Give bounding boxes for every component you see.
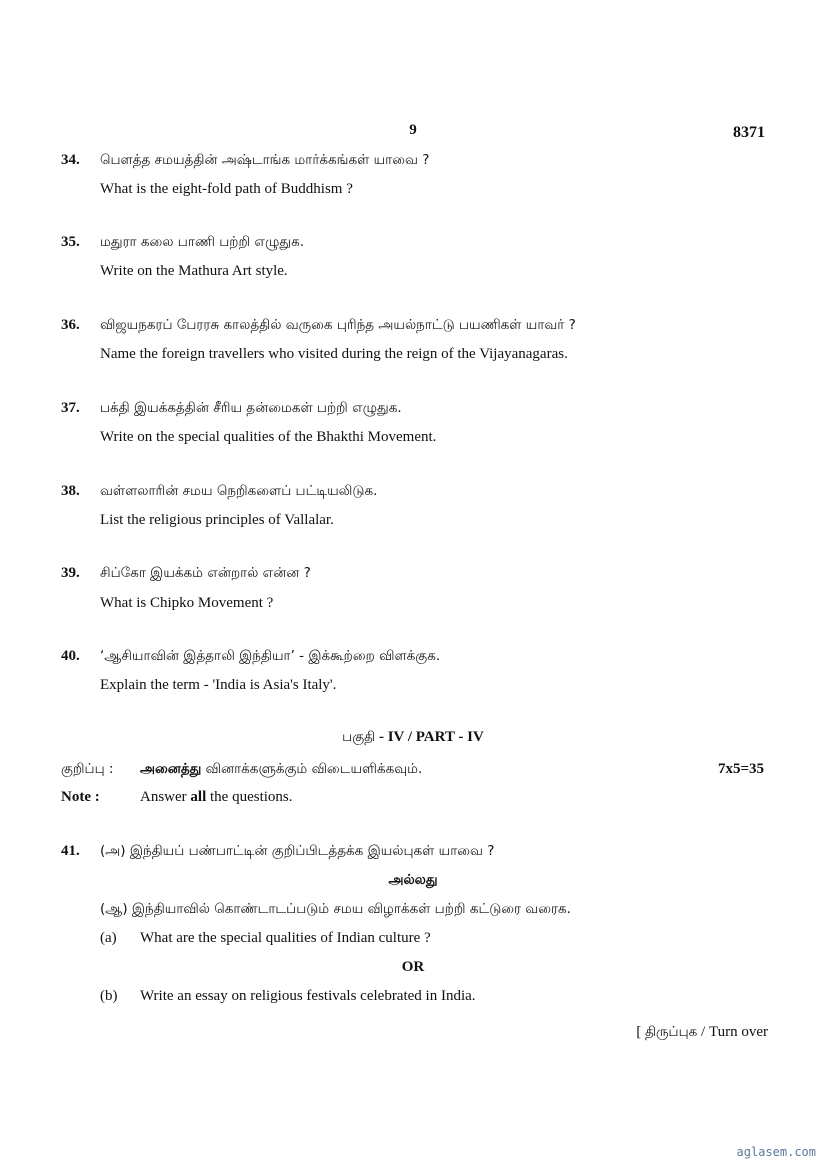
question-english: Write on the special qualities of the Bhakthi Movement. [100,429,437,445]
q41-a-label: (a) [100,930,117,946]
watermark: aglasem.com [736,1145,816,1159]
question-english: Name the foreign travellers who visited during the reign of the Vijayanagaras. [100,346,568,362]
question-number: 35. [61,234,80,250]
question-number: 36. [61,317,80,333]
question-tamil: பக்தி இயக்கத்தின் சீரிய தன்மைகள் பற்றி எழுதுக. [100,400,402,416]
note-tamil-bold: அனைத்து [140,761,202,777]
q41-a-tamil: (அ) இந்தியப் பண்பாட்டின் குறிப்பிடத்தக்க இயல்புகள் யாவை ? [100,843,495,859]
paper-code: 8371 [733,124,765,141]
part-heading-dash: - [378,729,384,745]
question-tamil: சிப்கோ இயக்கம் என்றால் என்ன ? [100,565,311,581]
question-number: 39. [61,565,80,581]
q41-a-english: What are the special qualities of Indian culture ? [140,930,431,946]
question-tamil: விஜயநகரப் பேரரசு காலத்தில் வருகை புரிந்த அயல்நாட்டு பயணிகள் யாவர் ? [100,317,576,333]
q41-b-label: (b) [100,988,118,1004]
turn-over-sep: / [701,1024,706,1040]
page-number: 9 [409,122,417,138]
turn-over-english: Turn over [708,1024,768,1040]
part-heading [0,729,826,747]
part-heading-english: IV / PART - IV [387,729,484,745]
question-english: List the religious principles of Vallalar. [100,512,334,528]
turn-over-tamil: திருப்புக [644,1024,698,1040]
turn-over [636,1024,768,1042]
question-english: Write on the Mathura Art style. [100,263,288,279]
note-english-post: the questions. [210,789,293,805]
note-english-text [140,789,293,806]
q41-b-english: Write an essay on religious festivals celebrated in India. [140,988,476,1004]
note-tamil-text [140,761,422,779]
question-tamil: வள்ளலாரின் சமய நெறிகளைப் பட்டியலிடுக. [100,483,378,499]
question-tamil: ‘ஆசியாவின் இத்தாலி இந்தியா’ - இக்கூற்றை விளக்குக. [100,648,441,664]
question-number: 40. [61,648,80,664]
q41-or-english: OR [401,959,425,975]
q41-b-tamil: (ஆ) இந்தியாவில் கொண்டாடப்படும் சமய விழாக்கள் பற்றி கட்டுரை வரைக. [100,901,571,917]
q41-or-tamil: அல்லது [388,872,438,888]
note-english-label: Note : [61,789,100,805]
question-english: What is the eight-fold path of Buddhism ? [100,181,353,197]
note-english-bold: all [190,789,207,805]
question-english: What is Chipko Movement ? [100,595,274,611]
part-heading-tamil: பகுதி [342,729,376,745]
question-tamil: பௌத்த சமயத்தின் அஷ்டாங்க மார்க்கங்கள் யாவை ? [100,152,430,168]
question-number: 38. [61,483,80,499]
question-number: 34. [61,152,80,168]
note-english-pre: Answer [140,789,187,805]
note-tamil-label: குறிப்பு : [61,761,114,777]
question-english: Explain the term - 'India is Asia's Italy'. [100,677,337,693]
note-tamil-rest: வினாக்களுக்கும் விடையளிக்கவும். [205,761,423,777]
question-number: 37. [61,400,80,416]
question-tamil: மதுரா கலை பாணி பற்றி எழுதுக. [100,234,304,250]
turn-over-bracket: [ [636,1024,642,1040]
question-number: 41. [61,843,80,859]
marks: 7x5=35 [718,761,765,777]
